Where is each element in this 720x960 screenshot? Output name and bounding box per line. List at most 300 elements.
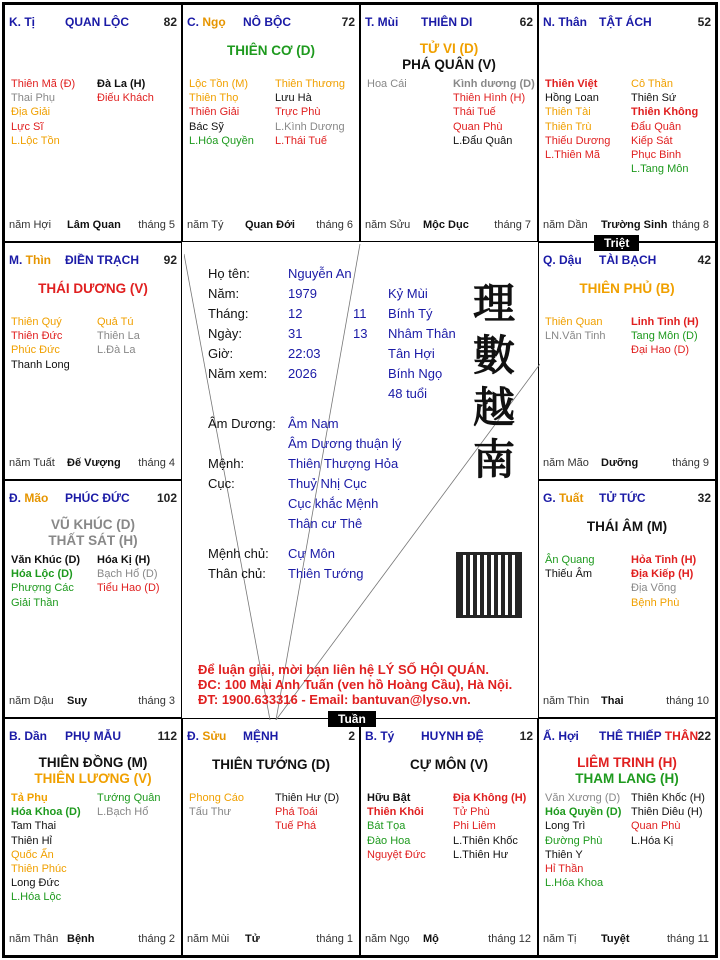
palace-header bbox=[9, 15, 177, 29]
info-row bbox=[208, 414, 508, 434]
palace-age: 82 bbox=[163, 15, 177, 29]
palace-stem: N. bbox=[543, 15, 559, 29]
palace-stem: Ấ. bbox=[543, 729, 559, 743]
palace-stem: B. bbox=[9, 729, 25, 743]
palace-branch-name: Tị bbox=[24, 15, 36, 29]
stars-right bbox=[97, 553, 160, 596]
star-item: Hoa Cái bbox=[367, 78, 407, 90]
main-star: THIÊN CƠ (D) bbox=[226, 43, 315, 58]
info-value: Thuỷ Nhị Cục bbox=[288, 476, 367, 491]
palace-branch-name: Thân bbox=[558, 15, 588, 29]
palace-branch-name: Mão bbox=[24, 491, 49, 505]
star-item: Đà La (H) bbox=[97, 78, 146, 90]
palace-header bbox=[543, 15, 711, 29]
info-value: 13 bbox=[353, 326, 368, 341]
palace-branch-name: Sửu bbox=[202, 729, 227, 743]
star-item: Hóa Khoa (D) bbox=[11, 806, 81, 819]
stars-left bbox=[367, 791, 426, 862]
palace-suu[interactable] bbox=[182, 718, 360, 956]
stars-left bbox=[189, 791, 244, 819]
info-value: Cục khắc Mệnh bbox=[288, 496, 379, 511]
palace-footer bbox=[9, 219, 175, 233]
info-label: Cục: bbox=[208, 476, 235, 491]
info-label: Ngày: bbox=[208, 326, 242, 341]
main-star: THÁI DƯƠNG (V) bbox=[38, 281, 148, 296]
palace-branch bbox=[365, 729, 394, 743]
palace-branch bbox=[9, 729, 47, 743]
stars-right bbox=[631, 315, 699, 358]
palace-footer bbox=[365, 933, 531, 947]
info-row bbox=[208, 284, 508, 304]
palace-branch bbox=[543, 491, 583, 505]
main-star: LIÊM TRINH (H) bbox=[577, 755, 677, 770]
stars-left bbox=[11, 553, 80, 610]
info-value: Nhâm Thân bbox=[388, 326, 456, 341]
info-row bbox=[208, 514, 508, 534]
star-item: Bạch Hổ (D) bbox=[97, 568, 158, 581]
stars-right bbox=[631, 791, 705, 848]
palace-branch bbox=[187, 729, 226, 743]
info-value: Bính Ngọ bbox=[388, 366, 443, 381]
star-item: Cô Thần bbox=[631, 78, 673, 90]
main-star: TỬ VI (D) bbox=[419, 41, 479, 56]
star-item: Thiếu Âm bbox=[545, 568, 593, 581]
logo-char: 理 bbox=[472, 279, 515, 328]
star-item: Phi Liêm bbox=[453, 820, 496, 833]
main-star: THIÊN PHỦ (B) bbox=[579, 281, 675, 296]
star-item: Thai Phụ bbox=[11, 92, 56, 105]
stars-left bbox=[11, 791, 81, 905]
main-star: THÁI ÂM (M) bbox=[586, 519, 668, 534]
star-item: Tử Phù bbox=[453, 806, 490, 819]
triet-badge: Triệt bbox=[594, 235, 639, 251]
info-row bbox=[208, 434, 508, 454]
star-item: Thiên Hỉ bbox=[11, 834, 52, 847]
stars-left bbox=[545, 77, 610, 162]
info-value: 22:03 bbox=[288, 346, 321, 361]
stars-left bbox=[11, 315, 70, 372]
star-item: L.Lộc Tồn bbox=[11, 134, 60, 147]
palace-branch-name: Thìn bbox=[25, 253, 51, 267]
palace-stage: Tử bbox=[245, 933, 260, 945]
star-item: Tiểu Hao (D) bbox=[97, 582, 160, 595]
star-item: Văn Khúc (D) bbox=[11, 554, 81, 566]
palace-year: năm Ngọ bbox=[365, 933, 410, 945]
info-row bbox=[208, 454, 508, 474]
palace-name: TỬ TỨC bbox=[599, 491, 646, 505]
stars-left bbox=[189, 77, 254, 148]
info-value: Nguyễn An bbox=[288, 266, 352, 281]
stars-left bbox=[545, 553, 595, 581]
star-item: Thiên Hư (D) bbox=[275, 792, 340, 804]
palace-header bbox=[9, 491, 177, 505]
stars-right bbox=[631, 77, 698, 176]
palace-dan[interactable] bbox=[4, 718, 182, 956]
palace-stage: Dưỡng bbox=[601, 457, 639, 469]
palace-stem: K. bbox=[9, 15, 25, 29]
star-item: Văn Xương (D) bbox=[545, 792, 621, 804]
star-item: L.Thiên Hư bbox=[453, 848, 509, 861]
star-item: Quả Tú bbox=[97, 316, 134, 328]
palace-month: tháng 10 bbox=[666, 695, 709, 707]
palace-year: năm Sửu bbox=[365, 219, 411, 231]
contact-line-2: ĐC: 100 Mai Anh Tuấn (ven hồ Hoàng Cầu), Hà Nội. bbox=[198, 677, 513, 692]
palace-ti[interactable] bbox=[4, 4, 182, 242]
palace-age: 62 bbox=[519, 15, 533, 29]
star-item: Địa Giải bbox=[11, 106, 51, 119]
info-row bbox=[208, 544, 508, 564]
star-item: Phong Cáo bbox=[189, 792, 245, 804]
star-item: Đại Hao (D) bbox=[631, 344, 690, 357]
star-item: Thiên Đức bbox=[11, 330, 63, 343]
info-row bbox=[208, 344, 508, 364]
star-item: Lưu Hà bbox=[275, 92, 312, 105]
palace-stage: Bệnh bbox=[67, 933, 95, 945]
star-item: Hỉ Thần bbox=[545, 863, 584, 876]
palace-month: tháng 11 bbox=[666, 933, 709, 945]
star-item: Thiên Mã (Đ) bbox=[11, 78, 76, 90]
palace-branch bbox=[9, 15, 35, 29]
star-item: Lực Sĩ bbox=[11, 120, 44, 133]
palace-footer bbox=[543, 219, 709, 233]
star-item: Thiên Thọ bbox=[189, 92, 239, 105]
info-row bbox=[208, 494, 508, 514]
palace-footer bbox=[543, 457, 709, 471]
star-item: L.Hóa Khoa bbox=[545, 877, 604, 890]
info-row bbox=[208, 474, 508, 494]
palace-header bbox=[187, 729, 355, 743]
info-label: Giờ: bbox=[208, 346, 234, 361]
palace-age: 52 bbox=[697, 15, 711, 29]
palace-ngo[interactable] bbox=[182, 4, 360, 242]
palace-year: năm Dậu bbox=[9, 695, 54, 707]
palace-age: 112 bbox=[157, 729, 177, 743]
star-item: Hữu Bật bbox=[367, 792, 411, 804]
palace-month: tháng 4 bbox=[138, 457, 175, 469]
info-label: Mệnh: bbox=[208, 456, 245, 471]
palace-month: tháng 1 bbox=[316, 933, 353, 945]
info-value: Thiên Thượng Hỏa bbox=[288, 456, 399, 471]
palace-age: 72 bbox=[341, 15, 355, 29]
main-star: CỰ MÔN (V) bbox=[410, 757, 488, 772]
stars-right bbox=[275, 791, 339, 834]
palace-age: 2 bbox=[348, 729, 355, 743]
star-item: Lộc Tồn (M) bbox=[189, 78, 249, 90]
info-value: 48 tuổi bbox=[388, 386, 428, 401]
palace-branch bbox=[543, 729, 579, 743]
star-item: Thiên La bbox=[97, 330, 140, 343]
horoscope-chart bbox=[2, 2, 718, 958]
star-item: Hóa Kị (H) bbox=[97, 554, 151, 566]
palace-branch-name: Tý bbox=[380, 729, 395, 743]
star-item: Thiên Y bbox=[545, 848, 583, 861]
contact-line-3: ĐT: 1900.633316 - Email: bantuvan@lyso.vn. bbox=[198, 692, 471, 707]
palace-age: 42 bbox=[697, 253, 711, 267]
palace-name: TẬT ÁCH bbox=[599, 15, 652, 29]
palace-month: tháng 5 bbox=[138, 219, 175, 231]
palace-than[interactable] bbox=[538, 4, 716, 242]
star-item: Phượng Các bbox=[11, 582, 74, 595]
palace-branch-name: Dần bbox=[24, 729, 48, 743]
palace-branch-name: Dậu bbox=[559, 253, 582, 267]
palace-footer bbox=[543, 695, 709, 709]
palace-year: năm Mùi bbox=[187, 933, 230, 945]
info-value: 12 bbox=[288, 306, 303, 321]
palace-footer bbox=[9, 695, 175, 709]
star-item: L.Hóa Quyền bbox=[189, 134, 254, 147]
palace-name: QUAN LỘC bbox=[65, 15, 129, 29]
palace-stem: T. bbox=[365, 15, 378, 29]
star-item: Bác Sỹ bbox=[189, 120, 224, 133]
star-item: Trực Phù bbox=[275, 106, 321, 119]
stars-left bbox=[545, 315, 606, 343]
palace-stage: Lâm Quan bbox=[67, 219, 121, 231]
palace-name: PHỤ MẪU bbox=[65, 729, 121, 743]
star-item: Thái Tuế bbox=[453, 106, 496, 119]
info-label: Mệnh chủ: bbox=[208, 546, 269, 561]
palace-month: tháng 9 bbox=[672, 457, 709, 469]
star-item: L.Tang Môn bbox=[631, 163, 689, 176]
star-item: Tướng Quân bbox=[97, 792, 161, 804]
palace-branch bbox=[9, 253, 51, 267]
logo-char: 數 bbox=[472, 331, 515, 380]
info-label: Âm Dương: bbox=[208, 416, 276, 431]
star-item: Linh Tinh (H) bbox=[631, 316, 699, 328]
stars-right bbox=[275, 77, 345, 148]
palace-thin[interactable] bbox=[4, 242, 182, 480]
star-item: Tấu Thư bbox=[189, 806, 232, 819]
palace-stage: Trường Sinh bbox=[601, 219, 668, 231]
info-value: 11 bbox=[353, 306, 367, 321]
star-item: Thiên Giải bbox=[189, 106, 240, 119]
info-label: Họ tên: bbox=[208, 266, 250, 281]
info-row bbox=[208, 264, 508, 284]
main-star: THIÊN LƯƠNG (V) bbox=[34, 771, 152, 786]
star-item: Đẩu Quân bbox=[631, 120, 682, 133]
star-item: L.Thiên Khốc bbox=[453, 834, 518, 847]
star-item: Thiên Hình (H) bbox=[453, 92, 526, 105]
palace-header bbox=[365, 15, 533, 29]
palace-year: năm Dần bbox=[543, 219, 588, 231]
star-item: Hỏa Tinh (H) bbox=[631, 554, 697, 566]
palace-name: THÊ THIẾP THÂN bbox=[599, 729, 699, 743]
palace-branch-name: Hợi bbox=[558, 729, 579, 743]
palace-stem: Q. bbox=[543, 253, 560, 267]
star-item: Thiên Khôi bbox=[367, 806, 424, 819]
star-item: Tả Phụ bbox=[11, 792, 48, 804]
stars-left bbox=[11, 77, 75, 148]
star-item: Tam Thai bbox=[11, 820, 57, 833]
star-item: Kình dương (D) bbox=[453, 78, 535, 90]
star-item: Hồng Loan bbox=[545, 92, 599, 105]
info-label: Thân chủ: bbox=[208, 566, 266, 581]
palace-stem: Đ. bbox=[187, 729, 203, 743]
star-item: Thiên Việt bbox=[545, 78, 598, 90]
contact-block bbox=[198, 662, 512, 707]
stars-right bbox=[631, 553, 696, 610]
palace-header bbox=[187, 15, 355, 29]
contact-line-1: Để luận giải, mời bạn liên hệ LÝ SỐ HỘI QUÁN. bbox=[198, 662, 489, 677]
star-item: Thiên Sứ bbox=[631, 92, 677, 105]
star-item: Tuế Phá bbox=[275, 820, 317, 833]
palace-footer bbox=[187, 933, 353, 947]
palace-month: tháng 8 bbox=[672, 219, 709, 231]
info-row bbox=[208, 384, 508, 404]
palace-age: 92 bbox=[163, 253, 177, 267]
palace-stage: Thai bbox=[601, 695, 624, 707]
star-item: L.Bạch Hổ bbox=[97, 806, 149, 819]
stars-left bbox=[367, 77, 407, 91]
star-item: L.Hóa Lộc bbox=[11, 891, 62, 904]
stars-right bbox=[97, 791, 161, 819]
main-star: THIÊN ĐỒNG (M) bbox=[38, 755, 148, 770]
info-row bbox=[208, 304, 508, 324]
star-item: Địa Kiếp (H) bbox=[631, 568, 694, 581]
palace-year: năm Tý bbox=[187, 219, 224, 231]
palace-stem: G. bbox=[543, 491, 560, 505]
palace-year: năm Thân bbox=[9, 933, 59, 945]
palace-age: 32 bbox=[697, 491, 711, 505]
info-value: Thân cư Thê bbox=[288, 516, 363, 531]
than-marker: THÂN bbox=[661, 729, 699, 743]
star-item: L.Kình Dương bbox=[275, 120, 345, 133]
main-star: PHÁ QUÂN (V) bbox=[402, 57, 496, 72]
info-label: Năm: bbox=[208, 286, 240, 301]
star-item: Long Trì bbox=[545, 820, 586, 833]
info-value: 1979 bbox=[288, 286, 317, 301]
star-item: L.Thiên Mã bbox=[545, 149, 601, 162]
palace-stem: B. bbox=[365, 729, 381, 743]
star-item: Bát Tọa bbox=[367, 820, 406, 833]
star-item: Đường Phù bbox=[545, 834, 603, 847]
palace-year: năm Tị bbox=[543, 933, 577, 945]
star-item: Địa Không (H) bbox=[453, 792, 527, 804]
star-item: Bệnh Phù bbox=[631, 596, 680, 609]
star-item: Thiên Trù bbox=[545, 120, 592, 133]
palace-year: năm Tuất bbox=[9, 457, 55, 469]
palace-ty[interactable] bbox=[360, 718, 538, 956]
palace-header bbox=[9, 729, 177, 743]
star-item: Long Đức bbox=[11, 877, 60, 890]
palace-stage: Tuyệt bbox=[601, 933, 630, 945]
palace-stage: Quan Đới bbox=[245, 219, 295, 231]
info-value: 31 bbox=[288, 326, 303, 341]
palace-stage: Suy bbox=[67, 695, 88, 707]
star-item: Hóa Lộc (D) bbox=[11, 568, 73, 581]
stars-right bbox=[453, 77, 535, 148]
star-item: Kiếp Sát bbox=[631, 134, 673, 147]
palace-stage: Mộc Dục bbox=[423, 219, 469, 231]
star-item: Thiên Không bbox=[631, 106, 699, 119]
palace-footer bbox=[365, 219, 531, 233]
info-row bbox=[208, 564, 508, 584]
palace-name: HUYNH ĐỆ bbox=[421, 729, 484, 743]
star-item: Quan Phù bbox=[631, 820, 681, 833]
palace-footer bbox=[9, 933, 175, 947]
palace-footer bbox=[187, 219, 353, 233]
palace-mui[interactable] bbox=[360, 4, 538, 242]
palace-branch-name: Ngọ bbox=[202, 15, 226, 29]
stars-right bbox=[97, 77, 154, 105]
palace-hoi[interactable] bbox=[538, 718, 716, 956]
palace-tuat[interactable] bbox=[538, 480, 716, 718]
star-item: L.Hóa Kị bbox=[631, 834, 674, 847]
palace-stem: Đ. bbox=[9, 491, 25, 505]
star-item: Phá Toái bbox=[275, 806, 318, 819]
star-item: Hóa Quyền (D) bbox=[545, 806, 622, 819]
palace-header bbox=[543, 491, 711, 505]
palace-stage: Mộ bbox=[423, 933, 439, 945]
star-item: Thiếu Dương bbox=[545, 134, 611, 147]
palace-stage: Đế Vượng bbox=[67, 457, 121, 469]
star-item: Thiên Khốc (H) bbox=[631, 792, 705, 804]
star-item: L.Đà La bbox=[97, 344, 136, 357]
star-item: Giải Thần bbox=[11, 596, 59, 609]
star-item: Thiên Tài bbox=[545, 106, 591, 119]
palace-branch-name: Tuất bbox=[559, 491, 584, 505]
palace-name: ĐIỀN TRẠCH bbox=[65, 253, 139, 267]
stars-right bbox=[97, 315, 140, 358]
palace-year: năm Mão bbox=[543, 457, 589, 469]
info-value: Bính Tý bbox=[388, 306, 433, 321]
palace-name: PHÚC ĐỨC bbox=[65, 491, 130, 505]
palace-name: TÀI BẠCH bbox=[599, 253, 657, 267]
star-item: Quan Phù bbox=[453, 120, 503, 133]
stars-left bbox=[545, 791, 621, 890]
star-item: LN.Văn Tinh bbox=[545, 330, 606, 343]
main-star: THẤT SÁT (H) bbox=[48, 533, 138, 548]
palace-stem: C. bbox=[187, 15, 203, 29]
palace-header bbox=[9, 253, 177, 267]
palace-dau[interactable] bbox=[538, 242, 716, 480]
star-item: Địa Võng bbox=[631, 582, 677, 595]
main-star: THIÊN TƯỚNG (D) bbox=[212, 757, 330, 772]
palace-header bbox=[543, 729, 711, 743]
info-row bbox=[208, 324, 508, 344]
palace-month: tháng 7 bbox=[494, 219, 531, 231]
palace-branch bbox=[187, 15, 226, 29]
star-item: Thanh Long bbox=[11, 358, 70, 371]
info-label: Năm xem: bbox=[208, 366, 268, 381]
star-item: Phúc Đức bbox=[11, 344, 60, 357]
palace-name: MỆNH bbox=[243, 729, 279, 743]
palace-header bbox=[543, 253, 711, 267]
star-item: Tang Môn (D) bbox=[631, 330, 698, 343]
info-value: Cự Môn bbox=[288, 546, 335, 561]
stars-right bbox=[453, 791, 526, 862]
palace-mao[interactable] bbox=[4, 480, 182, 718]
star-item: Điếu Khách bbox=[97, 92, 154, 105]
star-item: Thiên Quan bbox=[545, 316, 603, 328]
star-item: Thiên Diêu (H) bbox=[631, 806, 703, 819]
info-value: Âm Nam bbox=[288, 416, 339, 431]
palace-month: tháng 2 bbox=[138, 933, 175, 945]
palace-name: THIÊN DI bbox=[421, 15, 473, 29]
palace-month: tháng 12 bbox=[488, 933, 531, 945]
palace-branch-name: Mùi bbox=[377, 15, 399, 29]
info-value: Âm Dương thuận lý bbox=[288, 436, 402, 451]
star-item: Thiên Thương bbox=[275, 78, 346, 90]
star-item: L.Đẩu Quân bbox=[453, 134, 513, 147]
palace-month: tháng 6 bbox=[316, 219, 353, 231]
info-value: Kỷ Mùi bbox=[388, 286, 428, 301]
tuan-badge: Tuần bbox=[328, 711, 376, 727]
palace-year: năm Thìn bbox=[543, 695, 590, 707]
palace-footer bbox=[9, 457, 175, 471]
palace-year: năm Hợi bbox=[9, 219, 52, 231]
center-info-panel bbox=[184, 244, 540, 720]
star-item: Nguyệt Đức bbox=[367, 848, 426, 861]
